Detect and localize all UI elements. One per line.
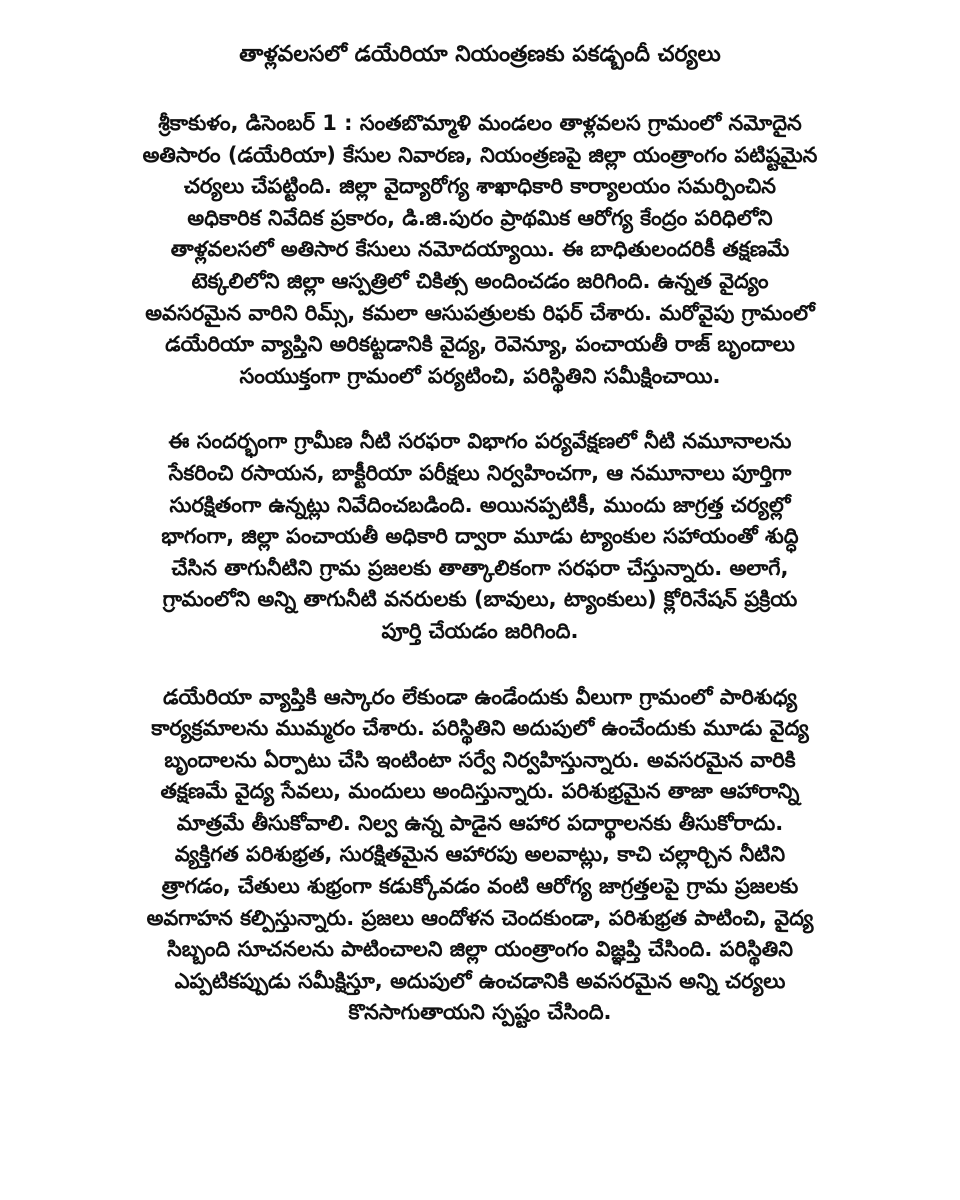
paragraph-line: చేసిన తాగునీటిని గ్రామ ప్రజలకు తాత్కాలికంగా సరఫరా చేస్తున్నారు. అలాగే, bbox=[171, 555, 789, 580]
paragraph-line: గ్రామంలోని అన్ని తాగునీటి వనరులకు (బావులు, ట్యాంకులు) క్లోరినేషన్ ప్రక్రియ bbox=[162, 587, 798, 612]
paragraph-line: సురక్షితంగా ఉన్నట్లు నివేదించబడింది. అయినప్పటికీ, ముందు జాగ్రత్త చర్యల్లో bbox=[169, 492, 791, 517]
paragraph-line: అవసరమైన వారిని రిమ్స్, కమలా ఆసుపత్రులకు రిఫర్ చేశారు. మరోవైపు గ్రామంలో bbox=[145, 300, 815, 325]
paragraph-line: ఈ సందర్భంగా గ్రామీణ నీటి సరఫరా విభాగం పర్యవేక్షణలో నీటి నమూనాలను bbox=[168, 429, 792, 454]
paragraph-line: టెక్కలిలోని జిల్లా ఆస్పత్రిలో చికిత్స అందించడం జరిగింది. ఉన్నత వైద్యం bbox=[191, 268, 769, 293]
paragraph-line: మాత్రమే తీసుకోవాలి. నిల్వ ఉన్న పాడైన ఆహార పదార్థాలనకు తీసుకోరాదు. bbox=[176, 810, 784, 835]
paragraph-2 bbox=[50, 426, 910, 647]
paragraph-line: చర్యలు చేపట్టింది. జిల్లా వైద్యారోగ్య శాఖాధికారి కార్యాలయం సమర్పించిన bbox=[183, 174, 777, 199]
paragraph-line: అవగాహన కల్పిస్తున్నారు. ప్రజలు ఆందోళన చెందకుండా, పరిశుభ్రత పాటించి, వైద్య bbox=[146, 905, 814, 930]
paragraph-line: సంయుక్తంగా గ్రామంలో పర్యటించి, పరిస్థితిని సమీక్షించాయి. bbox=[239, 363, 721, 388]
paragraph-1 bbox=[50, 108, 910, 392]
paragraph-line: ఎప్పటికప్పుడు సమీక్షిస్తూ, అదుపులో ఉంచడానికి అవసరమైన అన్ని చర్యలు bbox=[174, 968, 786, 993]
paragraph-line: సిబ్బంది సూచనలను పాటించాలని జిల్లా యంత్రాంగం విజ్ఞప్తి చేసింది. పరిస్థితిని bbox=[167, 937, 793, 962]
paragraph-line: తక్షణమే వైద్య సేవలు, మందులు అందిస్తున్నారు. పరిశుభ్రమైన తాజా ఆహారాన్ని bbox=[160, 779, 800, 804]
paragraph-line: అతిసారం (డయేరియా) కేసుల నివారణ, నియంత్రణపై జిల్లా యంత్రాంగం పటిష్టమైన bbox=[142, 142, 818, 167]
paragraph-line: డయేరియా వ్యాప్తిని అరికట్టడానికి వైద్య, రెవెన్యూ, పంచాయతీ రాజ్ బృందాలు bbox=[165, 332, 795, 357]
paragraph-line: పూర్తి చేయడం జరిగింది. bbox=[381, 618, 579, 643]
paragraph-line: బృందాలను ఏర్పాటు చేసి ఇంటింటా సర్వే నిర్వహిస్తున్నారు. అవసరమైన వారికి bbox=[164, 747, 796, 772]
paragraph-line: అధికారిక నివేదిక ప్రకారం, డి.జి.పురం ప్రాథమిక ఆరోగ్య కేంద్రం పరిధిలోని bbox=[187, 205, 773, 230]
paragraph-line: త్రాగడం, చేతులు శుభ్రంగా కడుక్కోవడం వంటి ఆరోగ్య జాగ్రత్తలపై గ్రామ ప్రజలకు bbox=[161, 874, 799, 899]
paragraph-line: సేకరించి రసాయన, బాక్టీరియా పరీక్షలు నిర్వహించగా, ఆ నమూనాలు పూర్తిగా bbox=[168, 460, 792, 485]
paragraph-line: భాగంగా, జిల్లా పంచాయతీ అధికారి ద్వారా మూడు ట్యాంకుల సహాయంతో శుద్ధి bbox=[161, 524, 799, 549]
paragraph-line: తాళ్లవలసలో అతిసార కేసులు నమోదయ్యాయి. ఈ బాధితులందరికీ తక్షణమే bbox=[170, 237, 790, 262]
paragraph-line: శ్రీకాకుళం, డిసెంబర్ 1 : సంతబొమ్మాళి మండలం తాళ్లవలస గ్రామంలో నమోదైన bbox=[158, 111, 802, 135]
paragraph-3 bbox=[50, 682, 910, 1030]
paragraph-line: కార్యక్రమాలను ముమ్మరం చేశారు. పరిస్థితిని అదుపులో ఉంచేందుకు మూడు వైద్య bbox=[151, 716, 809, 741]
paragraph-line: వ్యక్తిగత పరిశుభ్రత, సురక్షితమైన ఆహారపు అలవాట్లు, కాచి చల్లార్చిన నీటిని bbox=[174, 842, 786, 867]
document-title: తాళ్లవలసలో డయేరియా నియంత్రణకు పకడ్బందీ చర్యలు bbox=[239, 42, 721, 67]
paragraph-line: కొనసాగుతాయని స్పష్టం చేసింది. bbox=[348, 1000, 612, 1025]
paragraph-line: డయేరియా వ్యాప్తికి ఆస్కారం లేకుండా ఉండేందుకు వీలుగా గ్రామంలో పారిశుధ్య bbox=[162, 684, 798, 709]
